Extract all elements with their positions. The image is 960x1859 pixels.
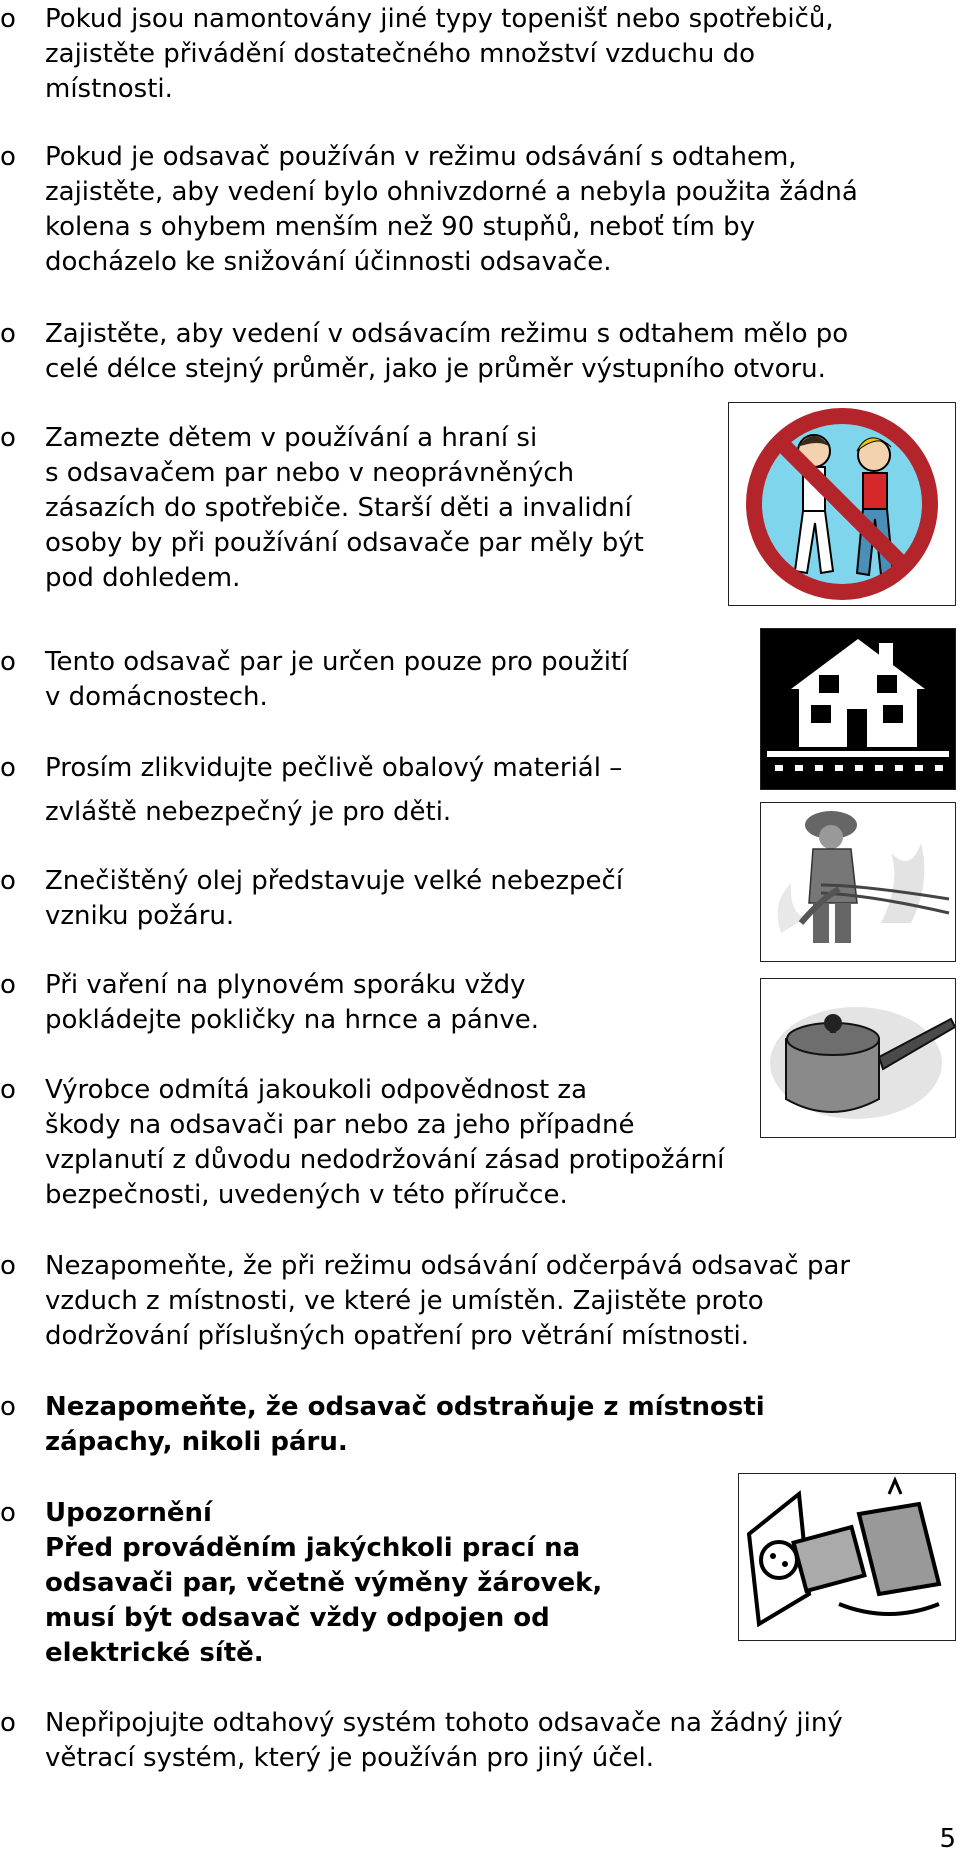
house-icon: [760, 628, 956, 790]
text-line: Pokud je odsavač používán v režimu odsávání s odtahem,: [45, 142, 797, 172]
bullet-text: [45, 645, 705, 715]
text-line: zápachy, nikoli páru.: [45, 1427, 348, 1457]
warning-text: [45, 1496, 735, 1671]
text-line: docházelo ke snižování účinnosti odsavače.: [45, 247, 612, 277]
text-line: vzniku požáru.: [45, 901, 235, 931]
saucepan-icon: [760, 978, 956, 1138]
bullet-marker: o: [0, 319, 16, 349]
text-line: Před prováděním jakýchkoli prací na: [45, 1533, 581, 1563]
text-line: osoby by při používání odsavače par měly být: [45, 528, 644, 558]
bullet-text: [45, 1249, 955, 1354]
page-number: 5: [939, 1824, 956, 1854]
text-line: odsavači par, včetně výměny žárovek,: [45, 1568, 603, 1598]
text-line: v domácnostech.: [45, 682, 268, 712]
bullet-marker: o: [0, 753, 16, 783]
text-line: Zamezte dětem v používání a hraní si: [45, 423, 538, 453]
firefighter-icon: [760, 802, 956, 962]
bullet-text: [45, 968, 705, 1038]
text-line: škody na odsavači par nebo za jeho případné: [45, 1110, 635, 1140]
text-line: větrací systém, který je používán pro jiný účel.: [45, 1743, 655, 1773]
electric-plug-icon: [738, 1473, 956, 1641]
text-line: kolena s ohybem menším než 90 stupňů, neboť tím by: [45, 212, 755, 242]
text-line: Znečištěný olej představuje velké nebezpečí: [45, 866, 624, 896]
text-line: pod dohledem.: [45, 563, 241, 593]
text-line: zajistěte přivádění dostatečného množství vzduchu do: [45, 39, 756, 69]
bullet-text: [45, 1706, 955, 1776]
bullet-marker: o: [0, 1392, 16, 1422]
bullet-marker: o: [0, 1251, 16, 1281]
bullet-text: [45, 864, 705, 934]
bullet-text: [45, 751, 705, 830]
text-line: Při vaření na plynovém sporáku vždy: [45, 970, 526, 1000]
text-line: Pokud jsou namontovány jiné typy topenišť nebo spotřebičů,: [45, 4, 834, 34]
text-line: celé délce stejný průměr, jako je průměr výstupního otvoru.: [45, 354, 826, 384]
text-line: elektrické sítě.: [45, 1638, 264, 1668]
text-line: Výrobce odmítá jakoukoli odpovědnost za: [45, 1075, 588, 1105]
text-line: Nezapomeňte, že odsavač odstraňuje z místnosti: [45, 1392, 765, 1422]
bullet-marker: o: [0, 866, 16, 896]
text-line: Prosím zlikvidujte pečlivě obalový materiál –: [45, 753, 623, 783]
bullet-marker: o: [0, 423, 16, 453]
text-line: s odsavačem par nebo v neoprávněných: [45, 458, 575, 488]
bullet-text: [45, 1390, 955, 1460]
text-line: bezpečnosti, uvedených v této příručce.: [45, 1180, 568, 1210]
bullet-marker: o: [0, 142, 16, 172]
bullet-text: [45, 140, 955, 280]
bullet-text: [45, 421, 705, 596]
text-line: Tento odsavač par je určen pouze pro použití: [45, 647, 629, 677]
bullet-text: [45, 2, 945, 107]
text-line: zásazích do spotřebiče. Starší děti a invalidní: [45, 493, 632, 523]
text-line: místnosti.: [45, 74, 173, 104]
text-line: Zajistěte, aby vedení v odsávacím režimu s odtahem mělo po: [45, 319, 849, 349]
no-children-icon: [728, 402, 956, 606]
text-line: zajistěte, aby vedení bylo ohnivzdorné a nebyla použita žádná: [45, 177, 858, 207]
bullet-marker: o: [0, 970, 16, 1000]
bullet-marker: o: [0, 1498, 16, 1528]
bullet-marker: o: [0, 647, 16, 677]
text-line: Nezapomeňte, že při režimu odsávání odčerpává odsavač par: [45, 1251, 851, 1281]
bullet-marker: o: [0, 1708, 16, 1738]
text-line: vzplanutí z důvodu nedodržování zásad protipožární: [45, 1145, 725, 1175]
bullet-text: [45, 317, 955, 387]
text-line: musí být odsavač vždy odpojen od: [45, 1603, 550, 1633]
warning-heading: Upozornění: [45, 1498, 212, 1528]
bullet-marker: o: [0, 4, 16, 34]
text-line: zvláště nebezpečný je pro děti.: [45, 797, 452, 827]
text-line: vzduch z místnosti, ve které je umístěn. Zajistěte proto: [45, 1286, 764, 1316]
text-line: pokládejte pokličky na hrnce a pánve.: [45, 1005, 539, 1035]
text-line: dodržování příslušných opatření pro větrání místnosti.: [45, 1321, 750, 1351]
text-line: Nepřipojujte odtahový systém tohoto odsavače na žádný jiný: [45, 1708, 843, 1738]
bullet-marker: o: [0, 1075, 16, 1105]
